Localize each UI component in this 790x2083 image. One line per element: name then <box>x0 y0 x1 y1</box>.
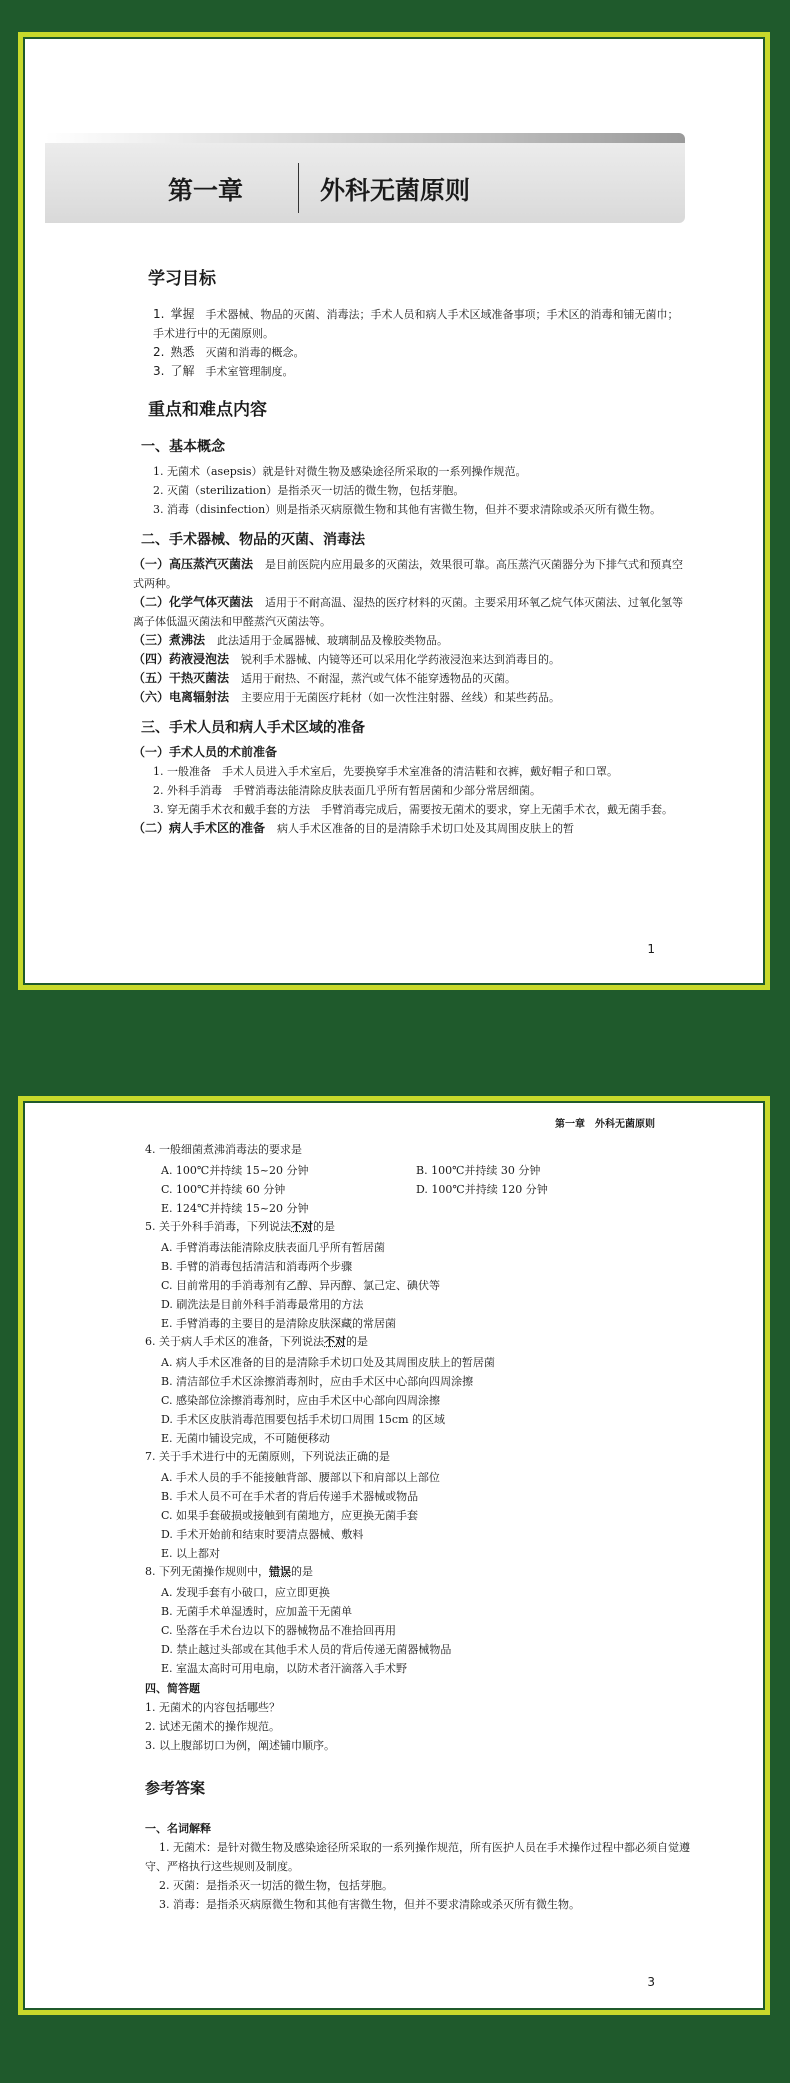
section-1-title: 一、基本概念 <box>141 439 225 455</box>
short-answer-item: 1. 无菌术的内容包括哪些？ <box>145 1701 280 1714</box>
objective-item: 1. 掌握 手术器械、物品的灭菌、消毒法；手术人员和病人手术区域准备事项；手术区的消毒和铺无菌巾；手术进行中的无菌原则。 <box>153 307 679 340</box>
page-number: 1 <box>647 942 655 956</box>
short-answer-item: 2. 试述无菌术的操作规范。 <box>145 1720 280 1733</box>
chapter-header-band <box>45 133 685 223</box>
key-points-heading: 重点和难点内容 <box>148 400 267 420</box>
short-answer-heading: 四、简答题 <box>145 1682 200 1695</box>
preparation-item: 2. 外科手消毒 手臂消毒法能清除皮肤表面几乎所有暂居菌和少部分常居细菌。 <box>153 784 541 797</box>
concept-item: 3. 消毒（disinfection）则是指杀灭病原微生物和其他有害微生物，但并不要求清除或杀灭所有微生物。 <box>153 503 662 516</box>
question-4: 4. 一般细菌煮沸消毒法的要求是 <box>145 1143 302 1156</box>
option-d: D. 100℃并持续 120 分钟 <box>416 1183 548 1196</box>
option-b: B. 无菌手术单湿透时，应加盖干无菌单 <box>161 1605 353 1618</box>
sterilization-method: （四）药液浸泡法 锐利手术器械、内镜等还可以采用化学药液浸泡来达到消毒目的。 <box>133 652 561 666</box>
preparation-item: 1. 一般准备 手术人员进入手术室后，先要换穿手术室准备的清洁鞋和衣裤，戴好帽子和口罩。 <box>153 765 618 778</box>
answer-item: 1. 无菌术：是针对微生物及感染途径所采取的一系列操作规范，所有医护人员在手术操作过程中都必须自觉遵守、严格执行这些规则及制度。 <box>145 1841 690 1873</box>
question-6: 6. 关于病人手术区的准备，下列说法不对的是 <box>145 1335 368 1348</box>
concept-item: 1. 无菌术（asepsis）就是针对微生物及感染途径所采取的一系列操作规范。 <box>153 465 527 478</box>
option-e: E. 无菌巾铺设完成，不可随便移动 <box>161 1432 331 1445</box>
subsection-title: （一）手术人员的术前准备 <box>133 745 278 759</box>
option-c: C. 如果手套破损或接触到有菌地方，应更换无菌手套 <box>161 1509 419 1522</box>
sterilization-method: （五）干热灭菌法 适用于耐热、不耐湿，蒸汽或气体不能穿透物品的灭菌。 <box>133 671 517 685</box>
option-c: C. 目前常用的手消毒剂有乙醇、异丙醇、氯己定、碘伏等 <box>161 1279 441 1292</box>
answers-subheading: 一、名词解释 <box>145 1822 211 1835</box>
option-d: D. 禁止越过头部或在其他手术人员的背后传递无菌器械物品 <box>161 1643 452 1656</box>
option-a: A. 病人手术区准备的目的是清除手术切口处及其周围皮肤上的暂居菌 <box>161 1356 495 1369</box>
question-7: 7. 关于手术进行中的无菌原则，下列说法正确的是 <box>145 1450 390 1463</box>
objective-item: 3. 了解 手术室管理制度。 <box>153 364 294 378</box>
option-a: A. 手术人员的手不能接触背部、腰部以下和肩部以上部位 <box>161 1471 440 1484</box>
page-number: 3 <box>647 1975 655 1989</box>
option-e: E. 手臂消毒的主要目的是清除皮肤深藏的常居菌 <box>161 1317 397 1330</box>
objective-item: 2. 熟悉 灭菌和消毒的概念。 <box>153 345 305 359</box>
option-a: A. 100℃并持续 15~20 分钟 <box>161 1164 309 1177</box>
preparation-item: 3. 穿无菌手术衣和戴手套的方法 手臂消毒完成后，需要按无菌术的要求，穿上无菌手术衣，戴无菌手套。 <box>153 803 673 816</box>
section-3-title: 三、手术人员和病人手术区域的准备 <box>141 720 365 736</box>
section-2-title: 二、手术器械、物品的灭菌、消毒法 <box>141 532 365 548</box>
chapter-number: 第一章 <box>168 176 244 205</box>
sterilization-method: （六）电离辐射法 主要应用于无菌医疗耗材（如一次性注射器、丝线）和某些药品。 <box>133 690 561 704</box>
option-c: C. 感染部位涂擦消毒剂时，应由手术区中心部向四周涂擦 <box>161 1394 441 1407</box>
page-3 <box>18 1096 770 2015</box>
option-c: C. 100℃并持续 60 分钟 <box>161 1183 286 1196</box>
question-8: 8. 下列无菌操作规则中，错误的是 <box>145 1565 313 1578</box>
option-e: E. 以上都对 <box>161 1547 221 1560</box>
option-a: A. 手臂消毒法能清除皮肤表面几乎所有暂居菌 <box>161 1241 385 1254</box>
page-3-content <box>23 1101 765 2010</box>
answers-heading: 参考答案 <box>145 1779 206 1797</box>
sterilization-method: （二）化学气体灭菌法 适用于不耐高温、湿热的医疗材料的灭菌。主要采用环氧乙烷气体灭菌法、过氧化氢等离子体低温灭菌法和甲醛蒸汽灭菌法等。 <box>133 595 684 628</box>
sterilization-method: （一）高压蒸汽灭菌法 是目前医院内应用最多的灭菌法，效果很可靠。高压蒸汽灭菌器分为下排气式和预真空式两种。 <box>133 557 684 590</box>
page-1-body <box>133 264 688 838</box>
subsection-title: （二）病人手术区的准备 病人手术区准备的目的是清除手术切口处及其周围皮肤上的暂 <box>133 821 575 835</box>
objectives-list <box>133 305 688 381</box>
option-row <box>161 1180 690 1199</box>
option-b: B. 手臂的消毒包括清洁和消毒两个步骤 <box>161 1260 353 1273</box>
chapter-divider <box>298 163 299 213</box>
option-e: E. 室温太高时可用电扇，以防术者汗滴落入手术野 <box>161 1662 408 1675</box>
chapter-title: 外科无菌原则 <box>320 176 471 205</box>
answer-item: 3. 消毒：是指杀灭病原微生物和其他有害微生物，但并不要求清除或杀灭所有微生物。 <box>159 1898 580 1911</box>
option-e: E. 124℃并持续 15~20 分钟 <box>161 1202 309 1215</box>
objectives-heading: 学习目标 <box>148 269 216 289</box>
question-5: 5. 关于外科手消毒，下列说法不对的是 <box>145 1220 335 1233</box>
page-1 <box>18 32 770 990</box>
option-a: A. 发现手套有小破口，应立即更换 <box>161 1586 330 1599</box>
concept-item: 2. 灭菌（sterilization）是指杀灭一切活的微生物，包括芽胞。 <box>153 484 465 497</box>
option-b: B. 手术人员不可在手术者的背后传递手术器械或物品 <box>161 1490 419 1503</box>
option-row <box>161 1161 690 1180</box>
short-answer-item: 3. 以上腹部切口为例，阐述铺巾顺序。 <box>145 1739 335 1752</box>
option-d: D. 刷洗法是目前外科手消毒最常用的方法 <box>161 1298 364 1311</box>
page-1-content <box>23 37 765 985</box>
page-3-body <box>145 1141 690 1914</box>
option-d: D. 手术开始前和结束时要清点器械、敷料 <box>161 1528 364 1541</box>
option-b: B. 100℃并持续 30 分钟 <box>416 1164 541 1177</box>
option-b: B. 清洁部位手术区涂擦消毒剂时，应由手术区中心部向四周涂擦 <box>161 1375 474 1388</box>
answer-item: 2. 灭菌：是指杀灭一切活的微生物，包括芽胞。 <box>159 1879 393 1892</box>
running-head: 第一章 外科无菌原则 <box>555 1119 655 1130</box>
sterilization-method: （三）煮沸法 此法适用于金属器械、玻璃制品及橡胶类物品。 <box>133 633 449 647</box>
option-d: D. 手术区皮肤消毒范围要包括手术切口周围 15cm 的区域 <box>161 1413 446 1426</box>
option-c: C. 坠落在手术台边以下的器械物品不准拾回再用 <box>161 1624 397 1637</box>
